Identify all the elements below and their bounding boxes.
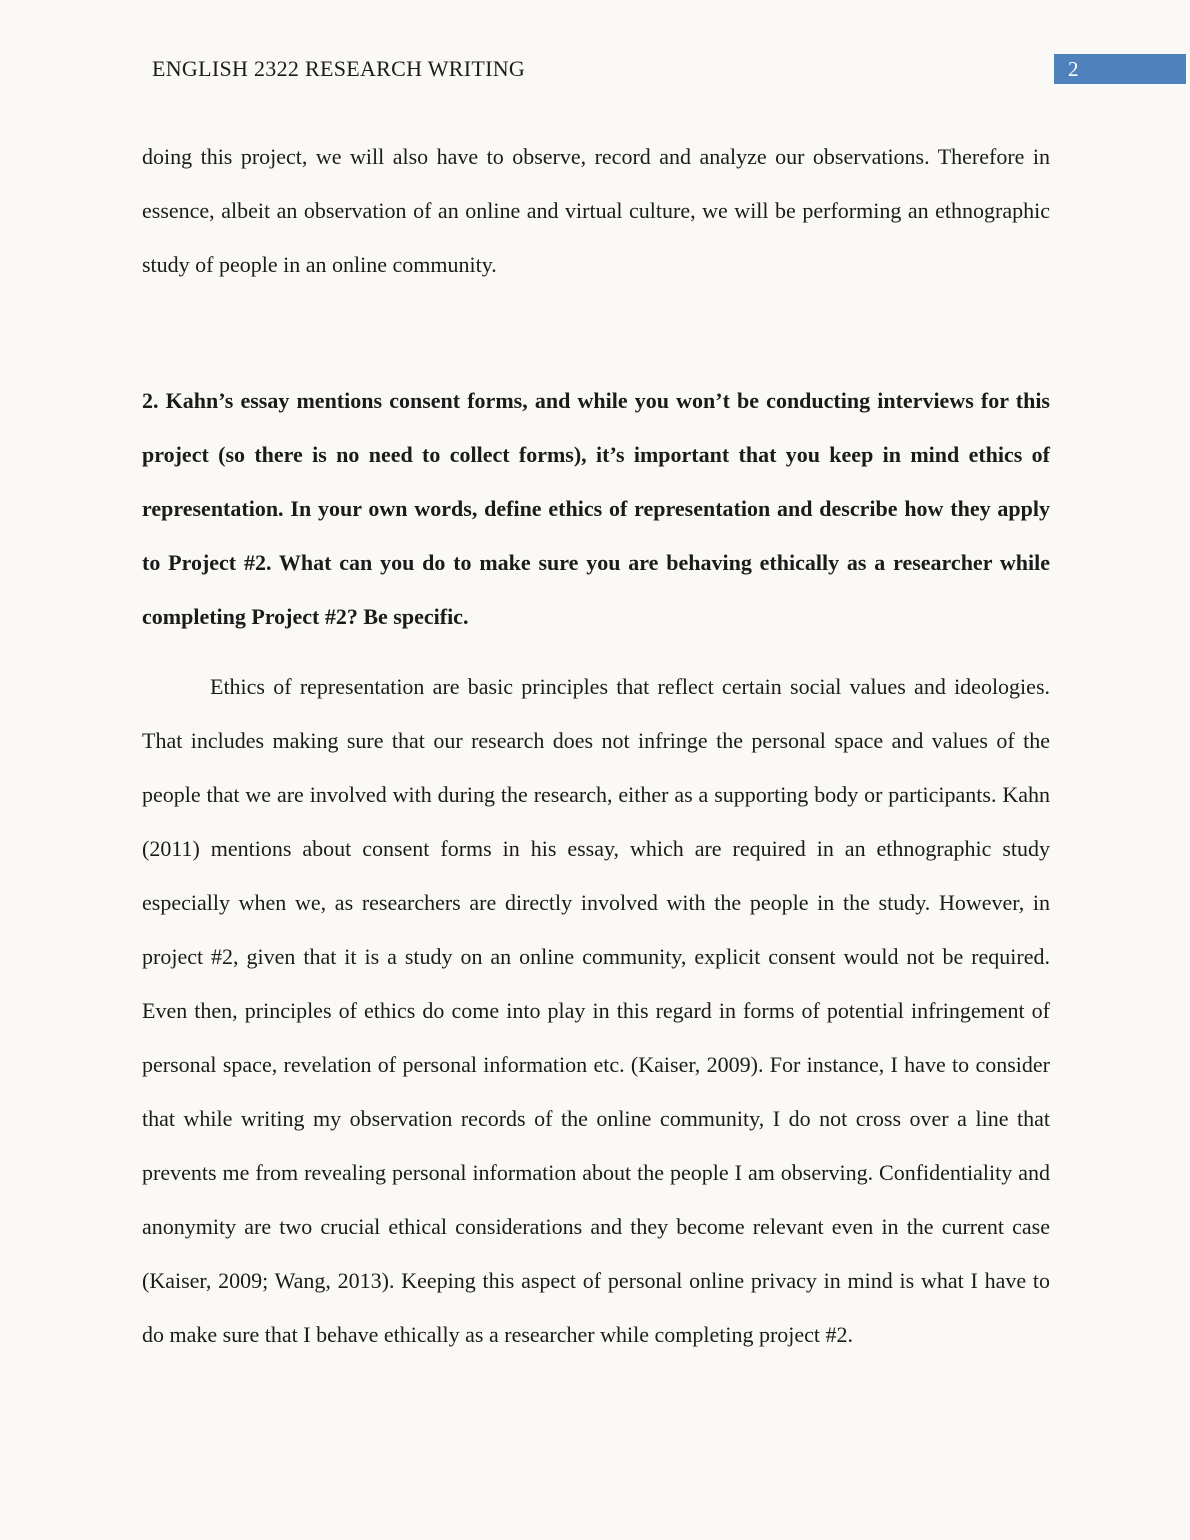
question-2-answer: Ethics of representation are basic principles that reflect certain social values and ideologies. That includes making sure that our research does not infringe the personal space and values of the people that we are involved with during the research, either as a supporting body or participants. Kahn (2011) mentions about consent forms in his essay, which are required in an ethnographic study especially when we, as researchers are directly involved with the people in the study. However, in project #2, given that it is a study on an online community, explicit consent would not be required. Even then, principles of ethics do come into play in this regard in forms of potential infringement of personal space, revelation of personal information etc. (Kaiser, 2009). For instance, I have to consider that while writing my observation records of the online community, I do not cross over a line that prevents me from revealing personal information about the people I am observing. Confidentiality and anonymity are two crucial ethical considerations and they become relevant even in the current case (Kaiser, 2009; Wang, 2013). Keeping this aspect of personal online privacy in mind is what I have to do make sure that I behave ethically as a researcher while completing project #2.: [142, 674, 1050, 1347]
page-header: [0, 52, 1190, 86]
paragraph-continuation: doing this project, we will also have to observe, record and analyze our observations. Therefore in essence, albeit an observation of an online and virtual culture, we will be performing an ethnographic study of people in an online community.: [142, 144, 1050, 277]
page-number: 2: [1068, 56, 1079, 81]
running-head: ENGLISH 2322 RESEARCH WRITING: [152, 56, 526, 81]
page-number-badge: [1054, 54, 1186, 84]
page-body: [142, 130, 1050, 1362]
question-2-prompt: 2. Kahn’s essay mentions consent forms, and while you won’t be conducting interviews for this project (so there is no need to collect forms), it’s important that you keep in mind ethics of representation. In your own words, define ethics of representation and describe how they apply to Project #2. What can you do to make sure you are behaving ethically as a researcher while completing Project #2? Be specific.: [142, 388, 1050, 629]
